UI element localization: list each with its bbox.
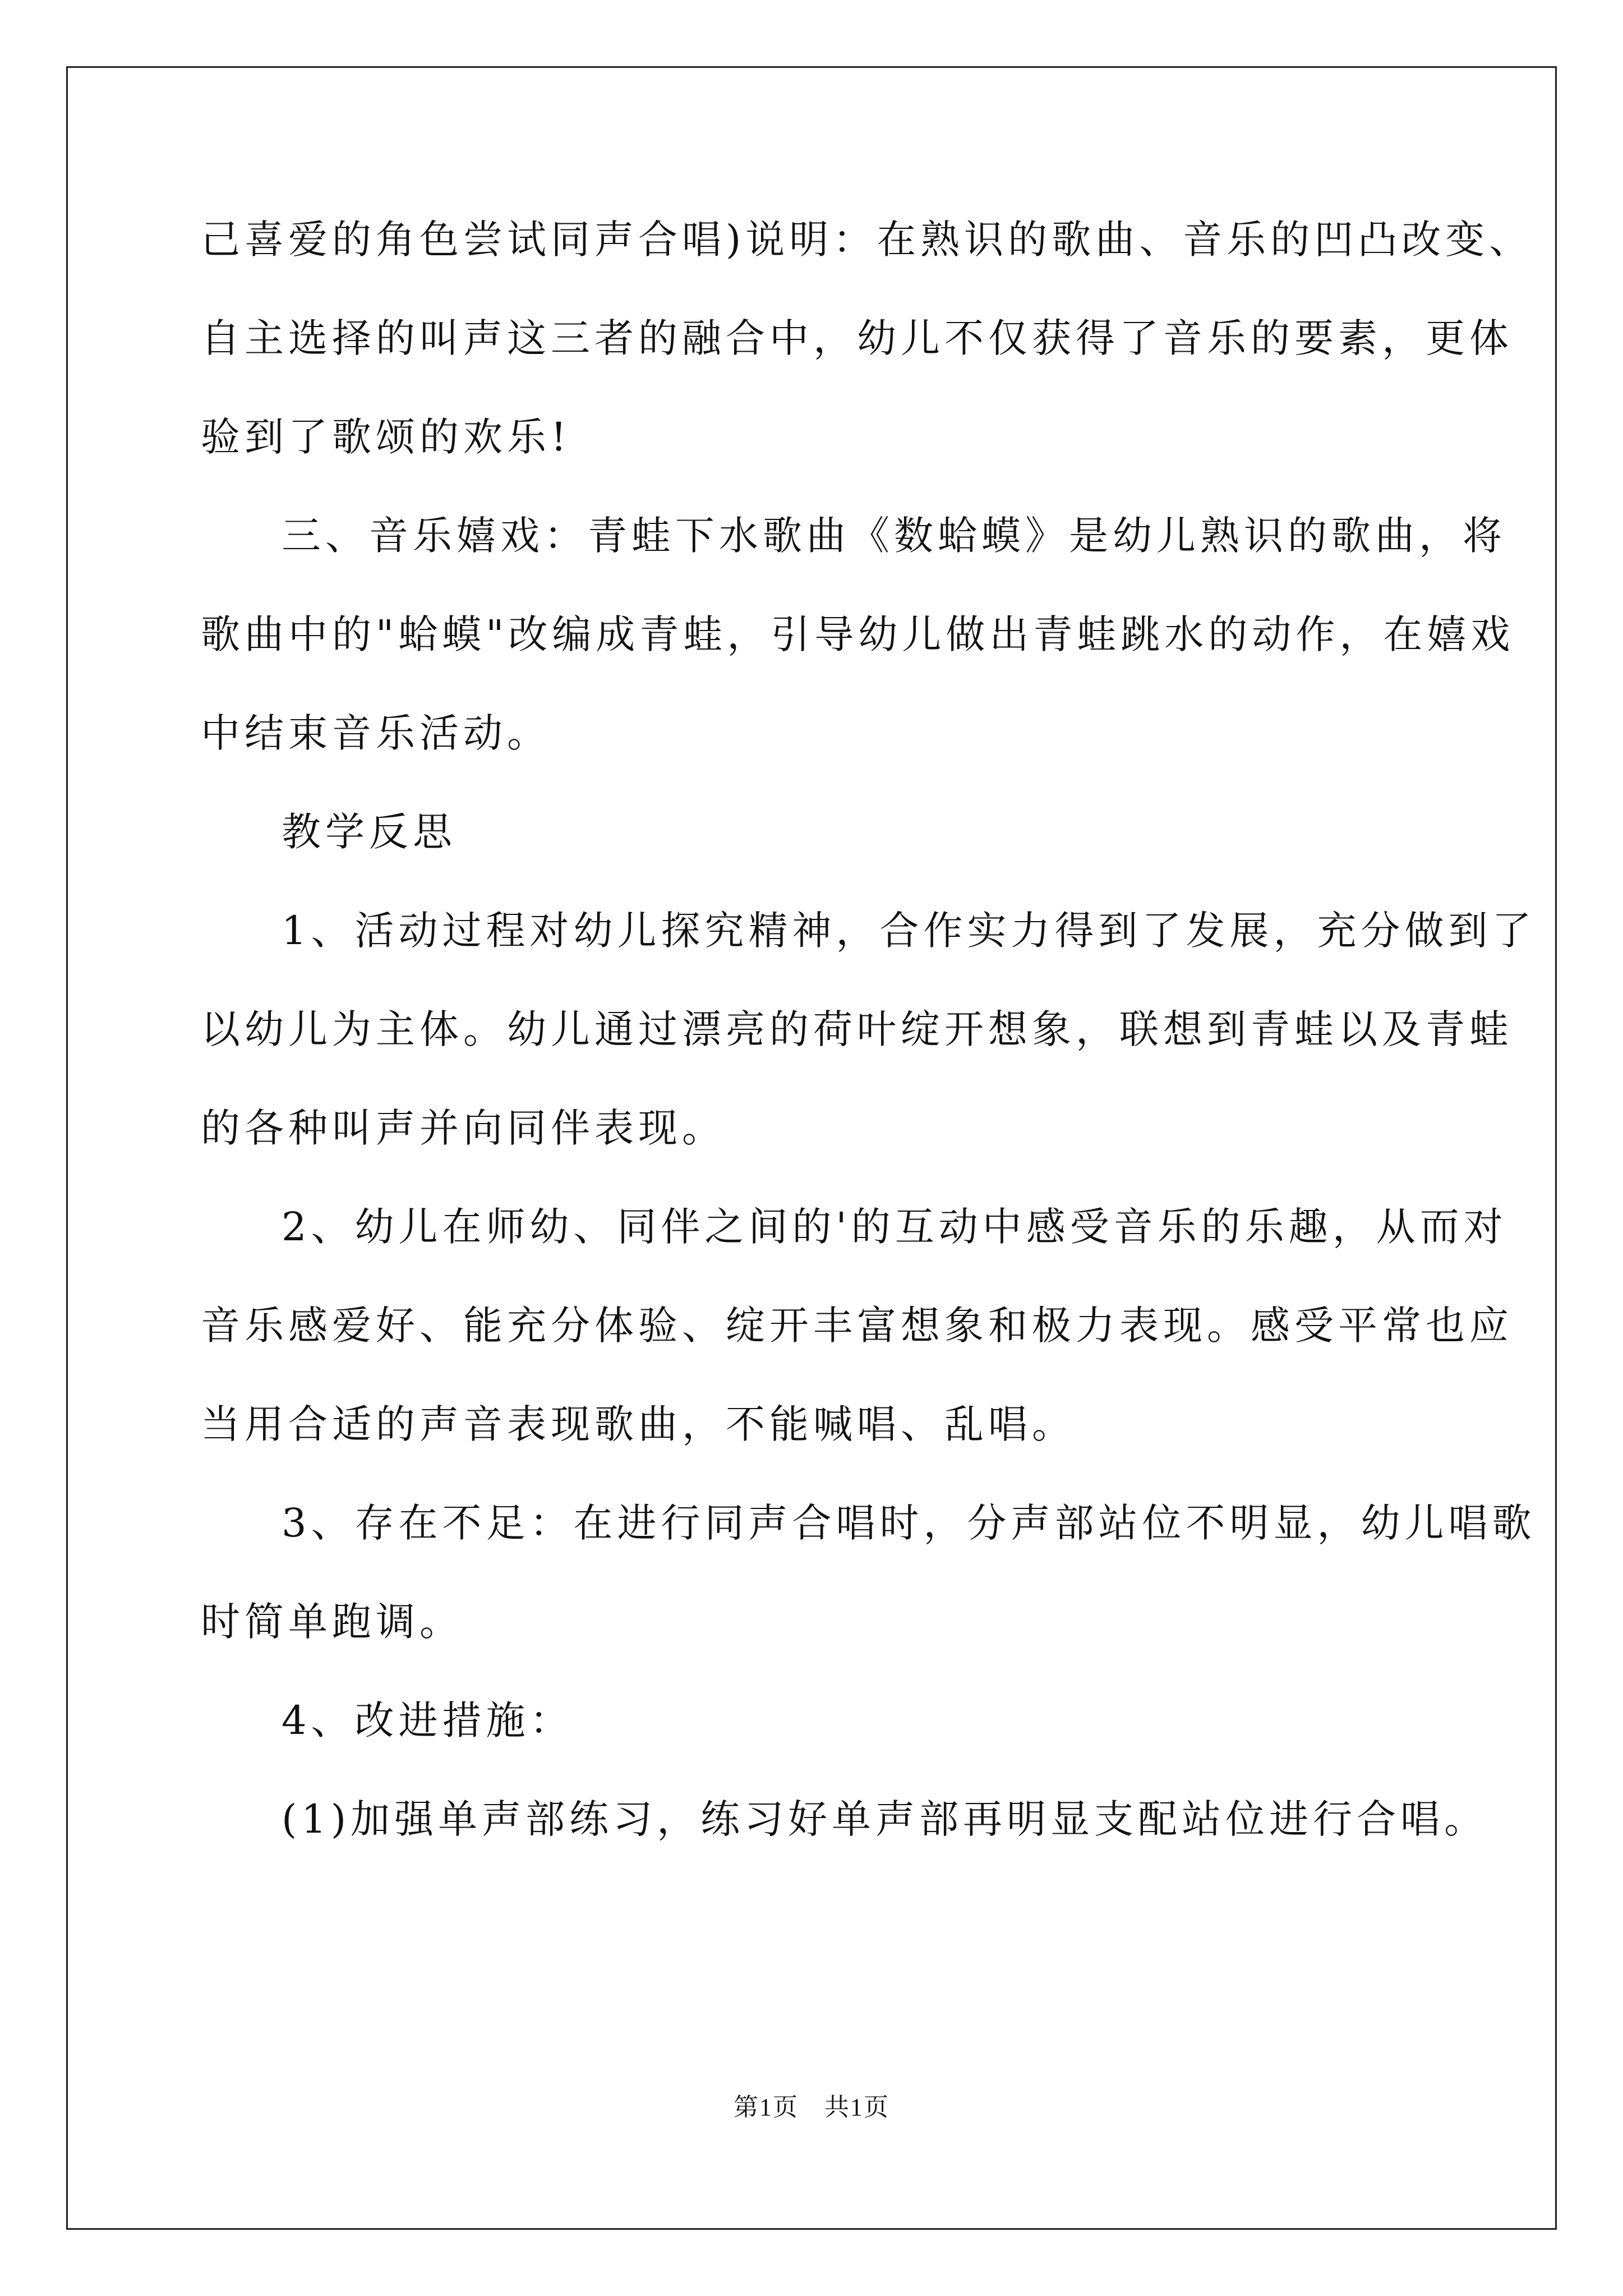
page-number-footer: 第1页 共1页 bbox=[734, 2093, 889, 2121]
paragraph-line: 时简单跑调。 bbox=[201, 1599, 463, 1645]
paragraph-line: 三、音乐嬉戏：青蛙下水歌曲《数蛤蟆》是幼儿熟识的歌曲，将 bbox=[282, 513, 1506, 559]
paragraph-line: 1、活动过程对幼儿探究精神，合作实力得到了发展，充分做到了 bbox=[282, 908, 1536, 954]
paragraph-line: 3、存在不足：在进行同声合唱时，分声部站位不明显，幼儿唱歌 bbox=[282, 1500, 1536, 1546]
paragraph-line: 验到了歌颂的欢乐! bbox=[201, 414, 571, 460]
paragraph-line: 以幼儿为主体。幼儿通过漂亮的荷叶绽开想象，联想到青蛙以及青蛙 bbox=[201, 1006, 1513, 1052]
paragraph-line: 中结束音乐活动。 bbox=[201, 710, 551, 756]
section-heading: 教学反思 bbox=[282, 809, 457, 855]
paragraph-line: 己喜爱的角色尝试同声合唱)说明：在熟识的歌曲、音乐的凹凸改变、 bbox=[201, 217, 1533, 263]
paragraph-line: 2、幼儿在师幼、同伴之间的'的互动中感受音乐的乐趣，从而对 bbox=[282, 1204, 1507, 1250]
paragraph-line: 当用合适的声音表现歌曲，不能喊唱、乱唱。 bbox=[201, 1401, 1076, 1447]
paragraph-line: 4、改进措施： bbox=[282, 1697, 574, 1743]
paragraph-line: 歌曲中的"蛤蟆"改编成青蛙，引导幼儿做出青蛙跳水的动作，在嬉戏 bbox=[201, 611, 1515, 657]
paragraph-line: 的各种叫声并向同伴表现。 bbox=[201, 1105, 726, 1151]
paragraph-line: 自主选择的叫声这三者的融合中，幼儿不仅获得了音乐的要素，更体 bbox=[201, 315, 1513, 361]
paragraph-line: 音乐感爱好、能充分体验、绽开丰富想象和极力表现。感受平常也应 bbox=[201, 1303, 1513, 1349]
paragraph-line: (1)加强单声部练习，练习好单声部再明显支配站位进行合唱。 bbox=[282, 1796, 1488, 1842]
